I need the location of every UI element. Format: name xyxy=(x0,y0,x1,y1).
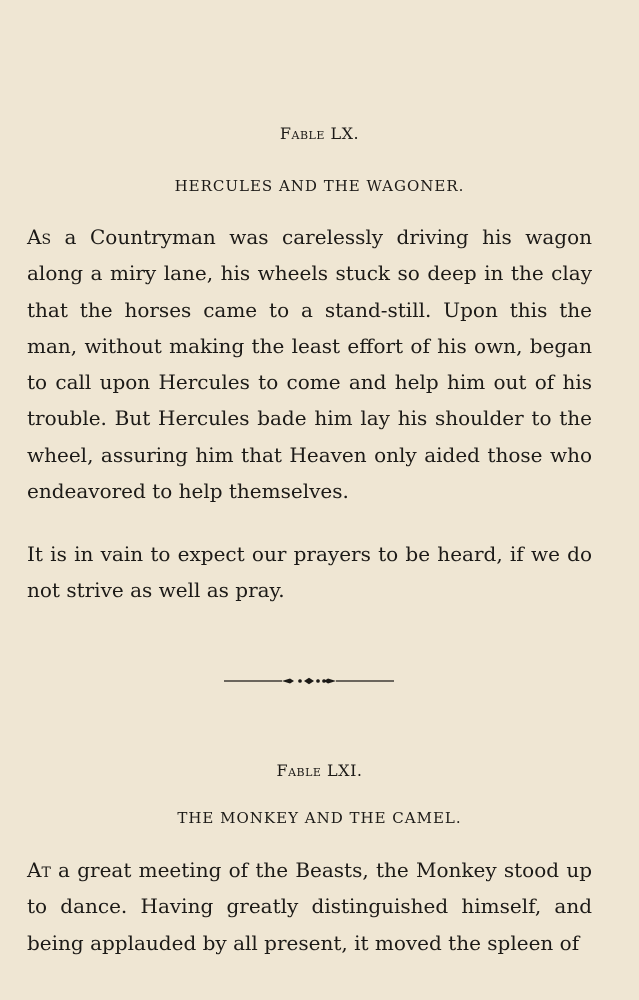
fable-body-lead-word: As xyxy=(27,225,52,249)
fable-body-lead-word: At xyxy=(27,858,51,882)
fable-body-text: a Countryman was carelessly driving his wagon along a miry lane, his wheels stuck so deep in the clay that the horses came to a stand-still. Upon this the man, without making the least effort of his own, began to call upon Hercules to come and help him out of his trouble. But Hercules bade him lay his shoulder to the wheel, assuring him that Heaven only aided those who endeavored to help themselves. xyxy=(27,225,592,504)
fable-moral-hercules: It is in vain to expect our prayers to be heard, if we do not strive as well as pray. xyxy=(27,542,592,603)
ornamental-divider xyxy=(224,676,394,686)
fable-title-hercules: HERCULES AND THE WAGONER. xyxy=(174,177,465,195)
fable-body-hercules xyxy=(27,219,592,509)
fable-body-text: a great meeting of the Beasts, the Monkey stood up to dance. Having greatly distinguished himself, and being applauded by all present, it moved the spleen of xyxy=(27,858,592,955)
fable-number-60: Fable LX. xyxy=(279,124,360,143)
fable-body-monkey xyxy=(27,852,592,961)
fable-number-61: Fable LXI. xyxy=(276,761,363,780)
fable-title-monkey: THE MONKEY AND THE CAMEL. xyxy=(177,809,462,827)
